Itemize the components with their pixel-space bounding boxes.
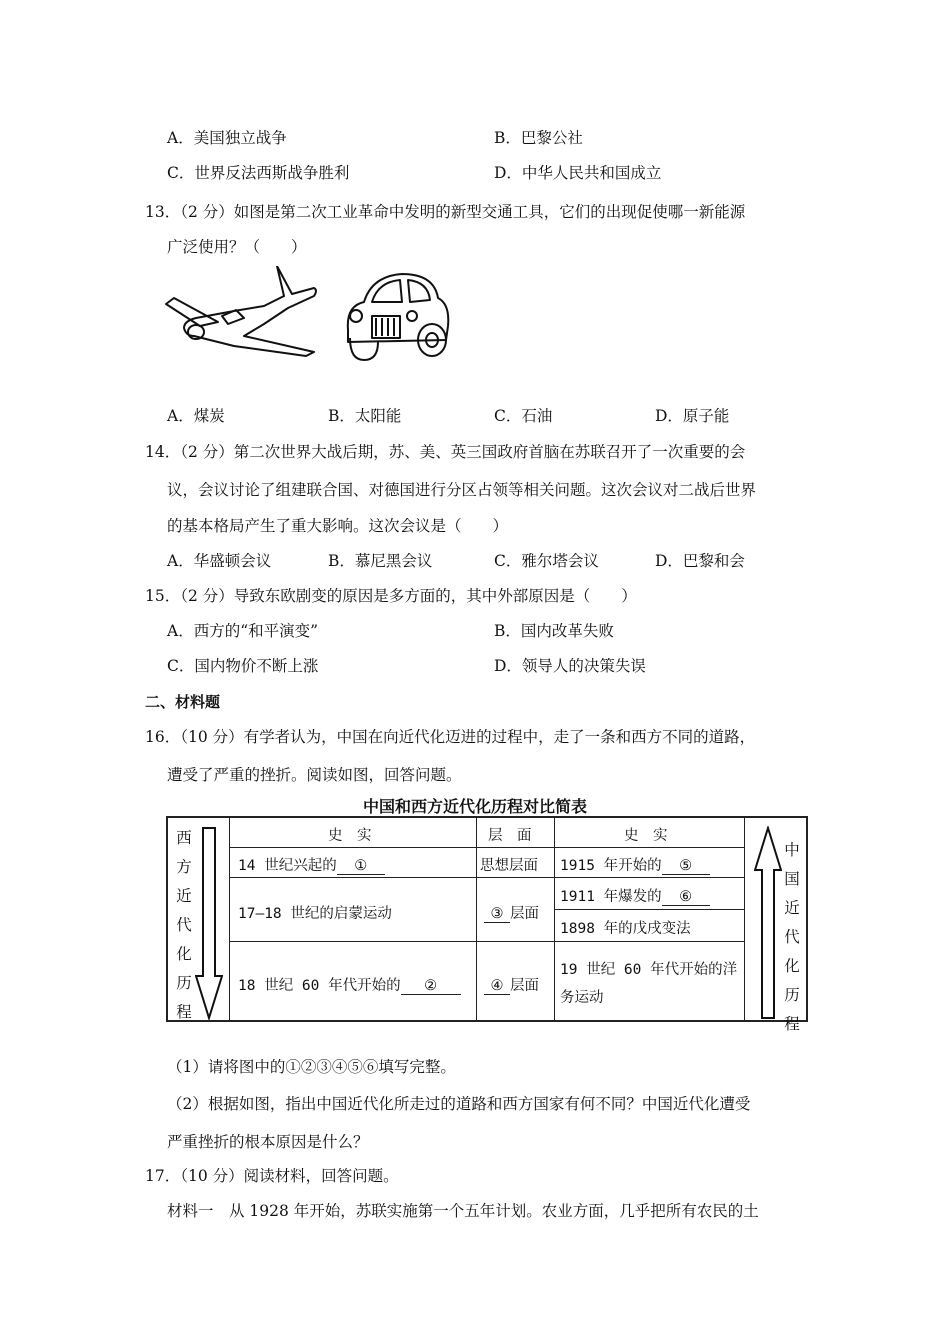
row2b-china-fact: 1898 年的戊戌变法: [560, 921, 691, 937]
table-title: 中国和西方近代化历程对比简表: [362, 797, 587, 816]
up-arrow-icon: [754, 826, 782, 1020]
row3-china-fact-line2: 务运动: [560, 990, 604, 1006]
row1-west-fact: 14 世纪兴起的 ①: [238, 854, 385, 875]
q14-stem-line2: 议，会议讨论了组建联合国、对德国进行分区占领等相关问题。这次会议对二战后世界: [167, 481, 757, 499]
q12-option-c: C．世界反法西斯战争胜利: [167, 164, 350, 182]
q16-stem-line2: 遭受了严重的挫折。阅读如图，回答问题。: [167, 766, 462, 784]
q14-option-d: D．巴黎和会: [655, 552, 745, 570]
q12-option-a: A．美国独立战争: [167, 129, 287, 147]
q15-option-a: A．西方的“和平演变”: [167, 622, 319, 640]
row2-level: ③ 层面: [484, 902, 539, 923]
q14-option-b: B．慕尼黑会议: [328, 552, 433, 570]
q17-material1: 材料一 从 1928 年开始，苏联实施第一个五年计划。农业方面，几乎把所有农民的土: [167, 1202, 759, 1220]
q16-sub2-line2: 严重挫折的根本原因是什么？: [167, 1133, 369, 1151]
header-level: 层 面: [488, 828, 532, 844]
q16-sub1: （1）请将图中的①②③④⑤⑥填写完整。: [167, 1058, 456, 1076]
q15-stem: 15．（2 分）导致东欧剧变的原因是多方面的，其中外部原因是（ ）: [145, 587, 637, 605]
row3-level: ④ 层面: [484, 974, 539, 995]
header-fact-china: 史 实: [624, 828, 668, 844]
q15-option-b: B．国内改革失败: [494, 622, 614, 640]
china-label: 中 国 近 代 化 历 程: [784, 841, 800, 1033]
q16-sub2-line1: （2）根据如图，指出中国近代化所走过的道路和西方国家有何不同？中国近代化遭受: [167, 1095, 751, 1113]
row2a-china-fact: 1911 年爆发的 ⑥: [560, 885, 710, 906]
q13-stem-line2: 广泛使用？（ ）: [167, 238, 307, 256]
q14-stem-line1: 14．（2 分）第二次世界大战后期，苏、美、英三国政府首脑在苏联召开了一次重要的会: [145, 443, 746, 461]
q12-option-d: D．中华人民共和国成立: [494, 164, 662, 182]
q17-stem: 17．（10 分）阅读材料，回答问题。: [145, 1167, 399, 1185]
row1-china-fact: 1915 年开始的 ⑤: [560, 854, 710, 875]
row1-level: 思想层面: [480, 858, 538, 874]
q13-stem-line1: 13．（2 分）如图是第二次工业革命中发明的新型交通工具，它们的出现促使哪一新能源: [145, 203, 746, 221]
q13-option-c: C．石油: [494, 407, 553, 425]
airplane-illustration: [164, 266, 324, 358]
q12-option-b: B．巴黎公社: [494, 129, 583, 147]
q13-option-d: D．原子能: [655, 407, 730, 425]
row2-west-fact: 17—18 世纪的启蒙运动: [238, 906, 392, 922]
q14-option-c: C．雅尔塔会议: [494, 552, 599, 570]
row3-china-fact-line1: 19 世纪 60 年代开始的洋: [560, 962, 738, 978]
q14-option-a: A．华盛顿会议: [167, 552, 272, 570]
q16-stem-line1: 16．（10 分）有学者认为，中国在向近代化迈进的过程中，走了一条和西方不同的道路，: [145, 728, 756, 746]
header-fact-west: 史 实: [328, 828, 372, 844]
west-label: 西 方 近 代 化 历 程: [176, 829, 192, 1021]
q15-option-d: D．领导人的决策失误: [494, 657, 646, 675]
q15-option-c: C．国内物价不断上涨: [167, 657, 319, 675]
comparison-table: [166, 816, 808, 1033]
q14-stem-line3: 的基本格局产生了重大影响。这次会议是（ ）: [167, 517, 509, 535]
row3-west-fact: 18 世纪 60 年代开始的 ②: [238, 974, 461, 995]
down-arrow-icon: [195, 826, 223, 1020]
q13-option-a: A．煤炭: [167, 407, 225, 425]
section-heading: 二、材料题: [145, 693, 221, 711]
q13-option-b: B．太阳能: [328, 407, 402, 425]
car-illustration: [342, 268, 454, 364]
